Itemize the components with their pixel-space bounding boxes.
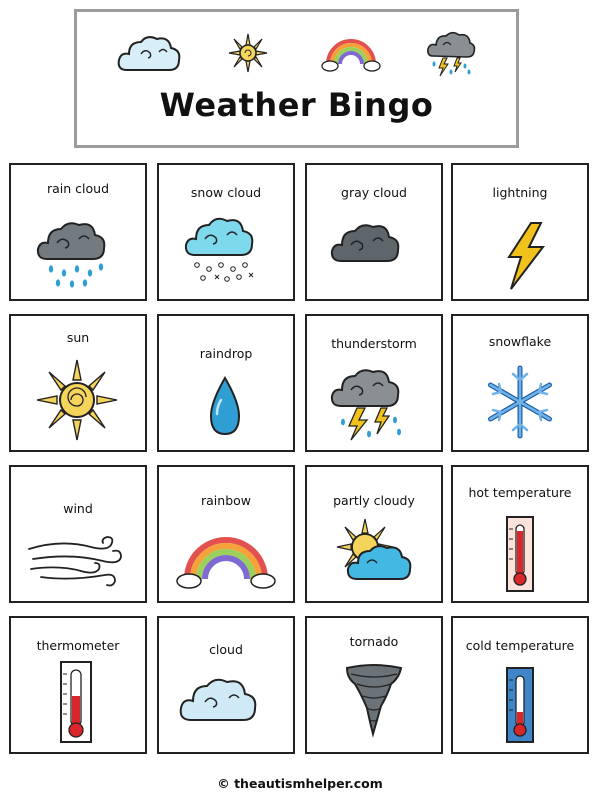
card-label: rain cloud xyxy=(46,181,110,196)
card-label: rainbow xyxy=(201,493,251,508)
sun-icon xyxy=(227,32,269,74)
wind-icon xyxy=(11,467,145,601)
bingo-card-gray-cloud xyxy=(305,163,443,301)
page-title: Weather Bingo xyxy=(159,86,434,124)
hot-thermometer-icon xyxy=(453,467,587,601)
bingo-card-partly-cloudy xyxy=(305,465,443,603)
card-label: gray cloud xyxy=(341,185,407,200)
title-banner xyxy=(74,9,519,148)
bingo-card-wind xyxy=(9,465,147,603)
bingo-card-sun xyxy=(9,314,147,452)
card-label: lightning xyxy=(492,185,548,200)
gray-cloud-icon xyxy=(307,165,441,299)
bingo-card-rain-cloud xyxy=(9,163,147,301)
raindrop-icon xyxy=(159,316,293,450)
thermometer-icon xyxy=(11,618,145,752)
card-label: wind xyxy=(63,501,93,516)
cloud-icon xyxy=(159,618,293,752)
bingo-card-thermometer xyxy=(9,616,147,754)
card-label: thermometer xyxy=(36,638,120,653)
header-icon-row xyxy=(77,30,516,90)
bingo-card-rainbow xyxy=(157,465,295,603)
thunderstorm-icon xyxy=(425,28,477,80)
rainbow-icon xyxy=(159,467,293,601)
rainbow-icon xyxy=(320,30,382,72)
thunderstorm-icon xyxy=(307,316,441,450)
snow-cloud-icon xyxy=(159,165,293,299)
card-label: tornado xyxy=(349,634,399,649)
card-label: sun xyxy=(66,330,90,345)
tornado-icon xyxy=(307,618,441,752)
bingo-card-tornado xyxy=(305,616,443,754)
bingo-card-cloud xyxy=(157,616,295,754)
cloud-icon xyxy=(115,30,185,78)
card-label: snow cloud xyxy=(190,185,262,200)
bingo-card-snowflake xyxy=(451,314,589,452)
card-label: cloud xyxy=(209,642,243,657)
rain-cloud-icon xyxy=(11,165,145,299)
cold-thermometer-icon xyxy=(453,618,587,752)
card-label: thunderstorm xyxy=(331,336,417,351)
card-label: cold temperature xyxy=(465,638,575,653)
bingo-card-cold-temperature xyxy=(451,616,589,754)
bingo-card-hot-temperature xyxy=(451,465,589,603)
partly-cloudy-icon xyxy=(307,467,441,601)
footer-credit: © theautismhelper.com xyxy=(217,776,383,791)
card-label: snowflake xyxy=(488,334,552,349)
card-label: hot temperature xyxy=(468,485,572,500)
bingo-card-lightning xyxy=(451,163,589,301)
snowflake-icon xyxy=(453,316,587,450)
card-label: raindrop xyxy=(199,346,253,361)
bingo-card-raindrop xyxy=(157,314,295,452)
bingo-card-snow-cloud xyxy=(157,163,295,301)
lightning-icon xyxy=(453,165,587,299)
card-label: partly cloudy xyxy=(333,493,415,508)
sun-icon xyxy=(11,316,145,450)
bingo-card-thunderstorm xyxy=(305,314,443,452)
